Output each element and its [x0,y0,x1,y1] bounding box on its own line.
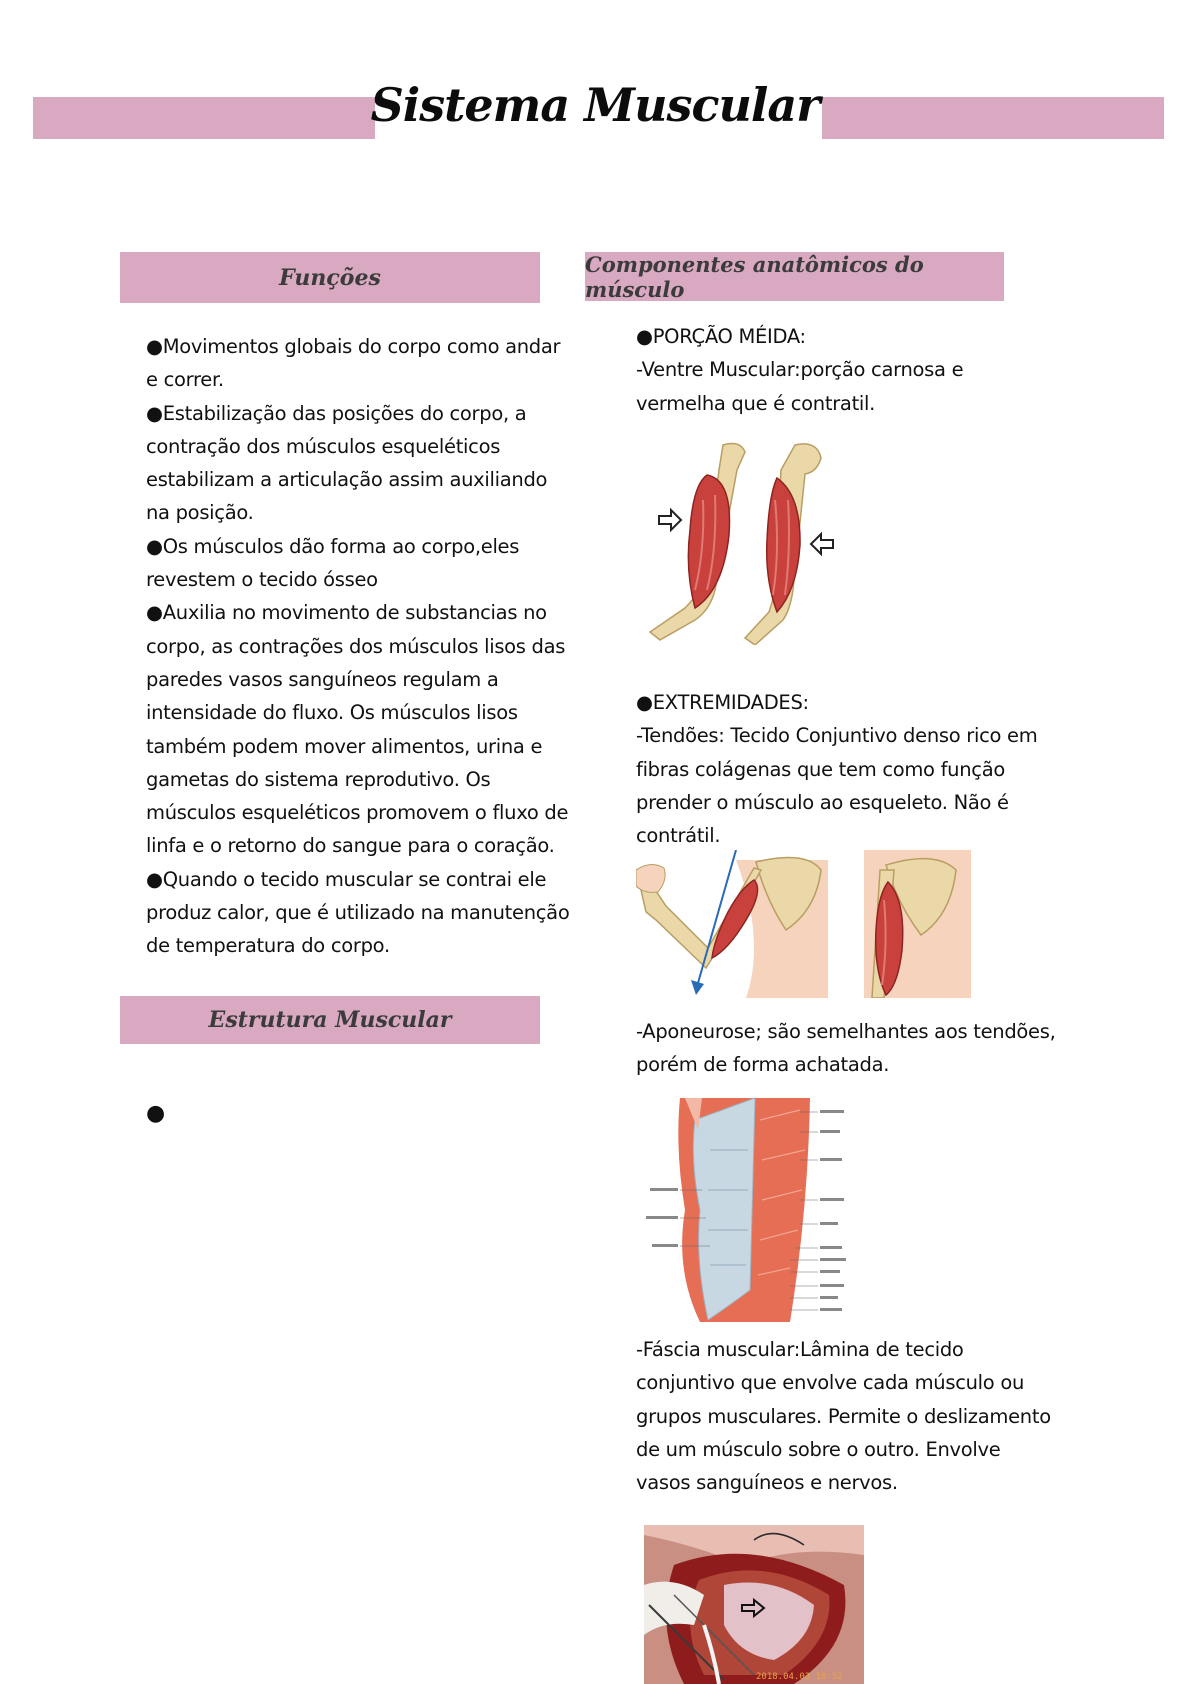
porcao-media-title: ●PORÇÃO MÉIDA: [636,325,806,348]
funcoes-heading: Funções [120,252,540,303]
tendon-illustration [636,850,971,998]
fascia-text: -Fáscia muscular:Lâmina de tecido conjuntivo que envolve cada músculo ou grupos musculares. Permite o deslizamento de um músculo sobre o outro. Envolve vasos sanguíneos e nervos. [636,1338,1051,1495]
estrutura-bullet: ● [146,1101,165,1126]
page-title: Sistema Muscular [370,78,820,132]
photo-timestamp: 2018.04.03 18:52 [756,1672,843,1682]
funcoes-item: ●Estabilização das posições do corpo, a contração dos músculos esqueléticos estabilizam a articulação assim auxiliando na posição. [146,401,548,525]
componentes-heading: Componentes anatômicos do músculo [585,252,1004,301]
fascia-surgical-photo [644,1525,864,1684]
estrutura-heading: Estrutura Muscular [120,996,540,1044]
funcoes-item: ●Auxilia no movimento de substancias no corpo, as contrações dos músculos lisos das paredes vasos sanguíneos regulam a intensidade do fluxo. Os músculos lisos também podem mover alimentos, urina e gametas do sistema reprodutivo. Os músculos esqueléticos promovem o fluxo de linfa e o retorno do sangue para o coração. [146,601,569,858]
biceps-contraction-illustration [645,440,845,645]
funcoes-item: ●Os músculos dão forma ao corpo,eles revestem o tecido ósseo [146,534,520,592]
extremidades-desc: -Tendões: Tecido Conjuntivo denso rico em fibras colágenas que tem como função prender o músculo ao esqueleto. Não é contrátil. [636,724,1038,848]
aponeurose-text: -Aponeurose; são semelhantes aos tendões, porém de forma achatada. [636,1020,1056,1077]
funcoes-item: ●Movimentos globais do corpo como andar e correr. [146,335,561,392]
aponeurosis-anatomy-diagram [640,1090,860,1322]
extremidades-title: ●EXTREMIDADES: [636,691,809,714]
porcao-media-desc: -Ventre Muscular:porção carnosa e vermelha que é contratil. [636,358,964,415]
porcao-media-text [636,320,1056,420]
funcoes-text [146,330,571,963]
title-band-left [33,97,375,139]
title-band-right [822,97,1164,139]
extremidades-text [636,686,1076,852]
funcoes-item: ●Quando o tecido muscular se contrai ele produz calor, que é utilizado na manutenção de temperatura do corpo. [146,867,570,958]
